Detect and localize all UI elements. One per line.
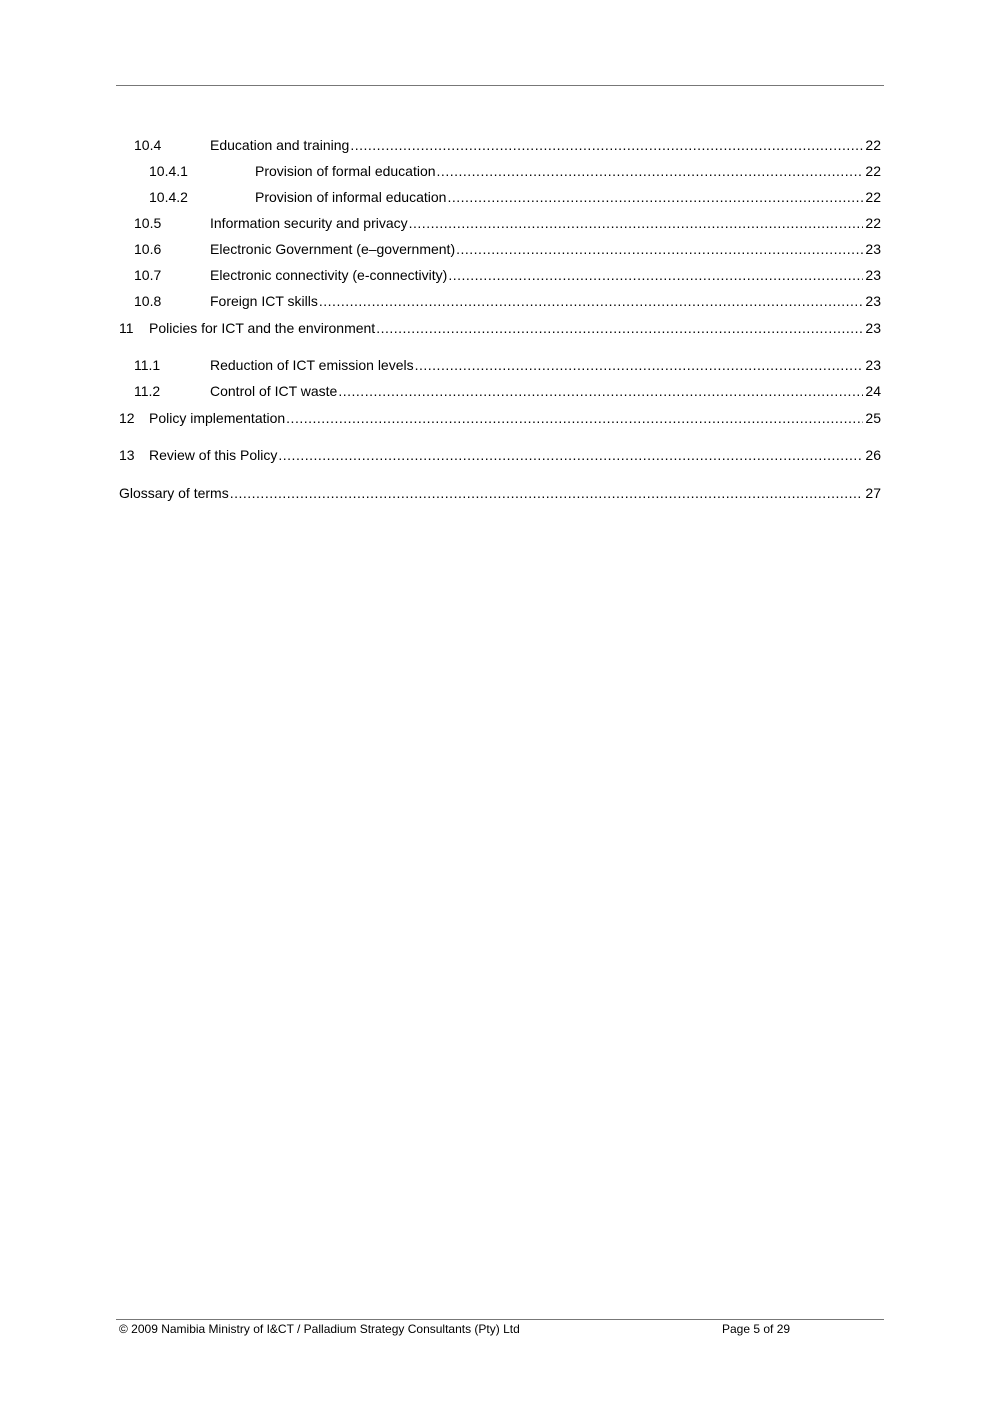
toc-entry[interactable] (119, 407, 881, 427)
toc-entry-page: 25 (865, 410, 881, 426)
dot-leader (286, 409, 863, 427)
toc-entry-title: Education and training (210, 137, 350, 153)
footer-rule (116, 1319, 884, 1320)
toc-entry[interactable] (119, 444, 881, 464)
toc-entry-page: 22 (865, 189, 881, 205)
toc-entry-number: 11.2 (134, 383, 161, 399)
footer-page-number: Page 5 of 29 (722, 1322, 791, 1336)
toc-entry[interactable] (134, 134, 881, 154)
toc-entry-number: 12 (119, 410, 135, 426)
toc-entry-number: 13 (119, 447, 135, 463)
toc-entry-page: 27 (865, 485, 881, 501)
dot-leader (456, 240, 863, 258)
dot-leader (447, 188, 863, 206)
toc-entry-number: 10.7 (134, 267, 162, 283)
toc-entry-title: Reduction of ICT emission levels (210, 357, 414, 373)
toc-entry-page: 24 (865, 383, 881, 399)
toc-entry[interactable] (134, 264, 881, 284)
toc-entry[interactable] (134, 380, 881, 400)
dot-leader (437, 162, 864, 180)
footer-copyright: © 2009 Namibia Ministry of I&CT / Palladium Strategy Consultants (Pty) Ltd (119, 1322, 520, 1336)
toc-entry[interactable] (119, 317, 881, 337)
toc-entry[interactable] (134, 354, 881, 374)
toc-entry-page: 23 (865, 241, 881, 257)
toc-entry-title: Provision of formal education (255, 163, 436, 179)
toc-entry-number: 10.6 (134, 241, 162, 257)
dot-leader (350, 136, 863, 154)
toc-entry-page: 26 (865, 447, 881, 463)
toc-entry-title: Policies for ICT and the environment (149, 320, 376, 336)
dot-leader (319, 292, 864, 310)
toc-entry-title: Review of this Policy (149, 447, 278, 463)
toc-entry-title: Electronic Government (e–government) (210, 241, 456, 257)
toc-entry[interactable] (119, 482, 881, 502)
dot-leader (409, 214, 864, 232)
toc-entry-page: 22 (865, 215, 881, 231)
toc-entry-number: 10.4.2 (149, 189, 188, 205)
dot-leader (338, 382, 863, 400)
toc-entry-number: 10.5 (134, 215, 162, 231)
toc-entry-number: 11.1 (134, 357, 161, 373)
toc-entry-number: 11 (119, 320, 134, 336)
toc-entry-title: Foreign ICT skills (210, 293, 318, 309)
toc-entry-title: Policy implementation (149, 410, 286, 426)
toc-entry-page: 23 (865, 267, 881, 283)
toc-entry-title: Provision of informal education (255, 189, 447, 205)
toc-entry-page: 23 (865, 293, 881, 309)
dot-leader (415, 356, 864, 374)
toc-entry[interactable] (134, 238, 881, 258)
toc-entry-page: 23 (865, 357, 881, 373)
dot-leader (376, 319, 863, 337)
toc-entry[interactable] (149, 186, 881, 206)
toc-entry-title: Control of ICT waste (210, 383, 338, 399)
toc-entry-page: 22 (865, 137, 881, 153)
toc-entry-title: Information security and privacy (210, 215, 408, 231)
toc-entry-number: 10.4 (134, 137, 162, 153)
toc-entry[interactable] (134, 212, 881, 232)
dot-leader (278, 446, 863, 464)
toc-entry[interactable] (134, 290, 881, 310)
toc-entry-title: Glossary of terms (119, 485, 229, 501)
toc-entry-number: 10.8 (134, 293, 162, 309)
toc-entry-title: Electronic connectivity (e-connectivity) (210, 267, 448, 283)
toc-entry[interactable] (149, 160, 881, 180)
dot-leader (230, 484, 864, 502)
toc-entry-number: 10.4.1 (149, 163, 188, 179)
toc-entry-page: 23 (865, 320, 881, 336)
dot-leader (448, 266, 863, 284)
toc-entry-page: 22 (865, 163, 881, 179)
